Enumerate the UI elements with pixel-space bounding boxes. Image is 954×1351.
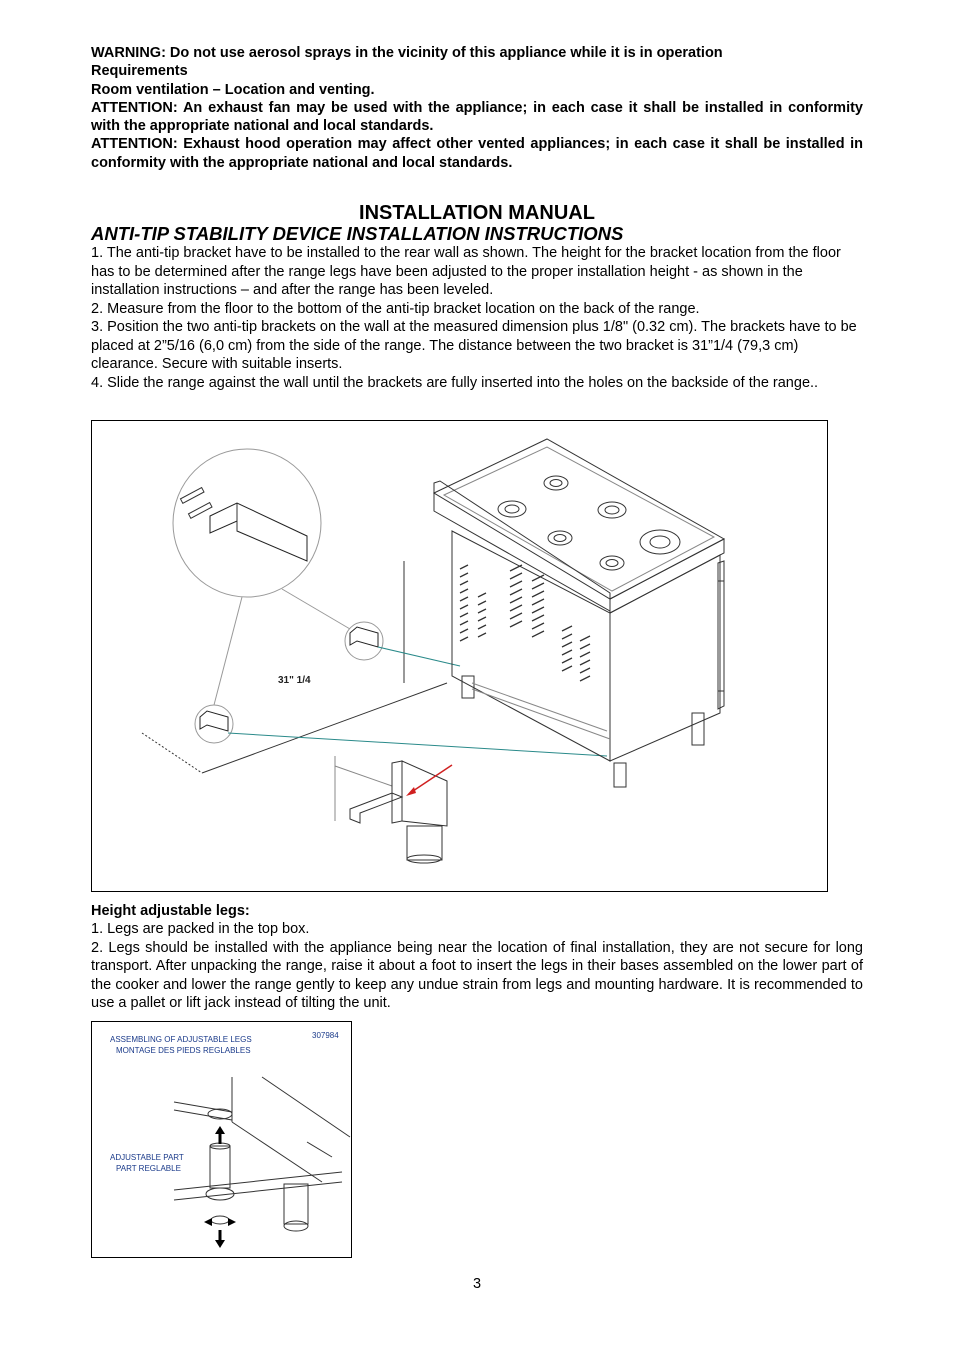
legs-figure-title-en: ASSEMBLING OF ADJUSTABLE LEGS xyxy=(110,1035,252,1044)
bracket-detail xyxy=(335,756,447,863)
legs-section xyxy=(91,902,863,1013)
legs-heading: Height adjustable legs: xyxy=(91,903,250,919)
range-drawing xyxy=(434,439,724,787)
bracket-distance-label: 31" 1/4 xyxy=(278,675,311,686)
anti-tip-step-3: 3. Position the two anti-tip brackets on the wall at the measured dimension plus 1/8" (0.32 cm). The brackets have to be placed at 2”5/16 (6,0 cm) from the side of the range. The distance between the two bracket is 31”1/4 (79,3 cm) clearance. Secure with suitable inserts. xyxy=(91,319,857,373)
leader-lines xyxy=(228,647,607,756)
page-number: 3 xyxy=(472,1276,482,1292)
anti-tip-figure xyxy=(91,420,828,892)
legs-drawing xyxy=(92,1022,351,1257)
top-section xyxy=(91,44,863,392)
adjustable-legs-figure xyxy=(91,1021,352,1258)
side-vent-slots xyxy=(460,565,590,681)
room-ventilation-heading: Room ventilation – Location and venting. xyxy=(91,81,375,98)
legs-step-1: 1. Legs are packed in the top box. xyxy=(91,921,310,938)
attention-exhaust-fan: ATTENTION: An exhaust fan may be used with the appliance; in each case it shall be installed in conformity with the appropriate national and local standards. xyxy=(91,99,863,135)
anti-tip-drawing xyxy=(92,421,827,891)
anti-tip-step-1: 1. The anti-tip bracket have to be installed to the rear wall as shown. The height for the bracket location from the floor has to be determined after the range legs have been adjusted to the proper installation height - as shown in the installation instructions – and after the range has been leveled. xyxy=(91,245,841,299)
anti-tip-step-4: 4. Slide the range against the wall until the brackets are fully inserted into the holes on the backside of the range.. xyxy=(91,374,819,391)
insert-arrowhead xyxy=(406,787,416,796)
adjustable-part-label-fr: PART REGLABLE xyxy=(116,1164,181,1173)
anti-tip-step-2: 2. Measure from the floor to the bottom of the anti-tip bracket location on the back of the range. xyxy=(91,300,700,317)
manual-title: INSTALLATION MANUAL xyxy=(359,202,595,225)
adjust-arrows xyxy=(204,1126,236,1248)
burners xyxy=(498,476,680,570)
legs-figure-code: 307984 xyxy=(312,1031,339,1040)
legs-figure-title-fr: MONTAGE DES PIEDS REGLABLES xyxy=(116,1046,251,1055)
requirements-heading: Requirements xyxy=(91,63,188,80)
adjustable-part-label-en: ADJUSTABLE PART xyxy=(110,1153,184,1162)
anti-tip-subtitle: ANTI-TIP STABILITY DEVICE INSTALLATION INSTRUCTIONS xyxy=(91,223,624,245)
warning-aerosol: WARNING: Do not use aerosol sprays in the vicinity of this appliance while it is in operation xyxy=(91,45,723,61)
range-handle xyxy=(718,581,724,691)
insert-arrow xyxy=(410,765,452,793)
attention-exhaust-hood: ATTENTION: Exhaust hood operation may affect other vented appliances; in each case it shall be installed in conformity with the appropriate national and local standards. xyxy=(91,136,863,171)
legs-step-2: 2. Legs should be installed with the appliance being near the location of final installation, they are not secure for long transport. After unpacking the range, raise it about a foot to insert the legs in their bases assembled on the lower part of the cooker and lower the range gently to keep any undue strain from legs and mounting hardware. It is recommended to use a pallet or lift jack instead of tilting the unit. xyxy=(91,939,863,1012)
